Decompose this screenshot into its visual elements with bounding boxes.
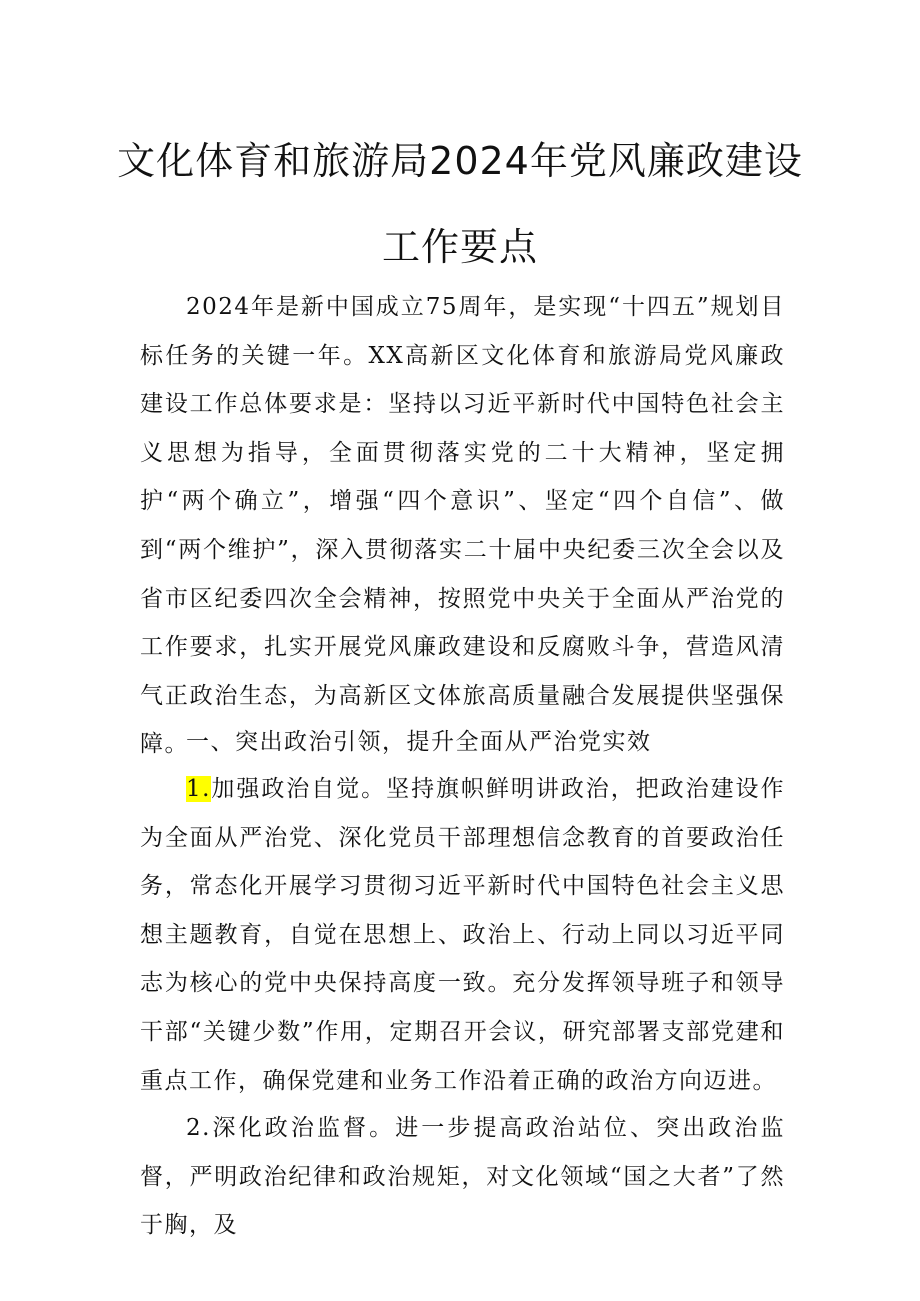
document-title-line1: 文化体育和旅游局2024年党风廉政建设 <box>117 139 803 183</box>
item1-paragraph <box>140 765 785 1105</box>
document-title-line2: 工作要点 <box>381 225 538 269</box>
item2-paragraph: 2.深化政治监督。进一步提高政治站位、突出政治监督，严明政治纪律和政治规矩，对文化领域“国之大者”了然于胸，及 <box>140 1115 785 1239</box>
item1-number-highlight: 1. <box>186 776 211 802</box>
intro-paragraph: 2024年是新中国成立75周年，是实现“十四五”规划目标任务的关键一年。XX高新区文化体育和旅游局党风廉政建设工作总体要求是：坚持以习近平新时代中国特色社会主义思想为指导，全面贯彻落实党的二十大精神，坚定拥护“两个确立”，增强“四个意识”、坚定“四个自信”、做到“两个维护”，深入贯彻落实二十届中央纪委三次全会以及省市区纪委四次全会精神，按照党中央关于全面从严治党的工作要求，扎实开展党风廉政建设和反腐败斗争，营造风清气正政治生态，为高新区文体旅高质量融合发展提供坚强保障。 <box>140 294 785 758</box>
item1-text: 加强政治自觉。坚持旗帜鲜明讲政治，把政治建设作为全面从严治党、深化党员干部理想信念教育的首要政治任务，常态化开展学习贯彻习近平新时代中国特色社会主义思想主题教育，自觉在思想上、政治上、行动上同以习近平同志为核心的党中央保持高度一致。充分发挥领导班子和领导干部“关键少数”作用，定期召开会议，研究部署支部党建和重点工作，确保党建和业务工作沿着正确的政治方向迈进。 <box>140 776 785 1094</box>
section1-heading: 一、突出政治引领，提升全面从严治党实效 <box>186 729 652 755</box>
